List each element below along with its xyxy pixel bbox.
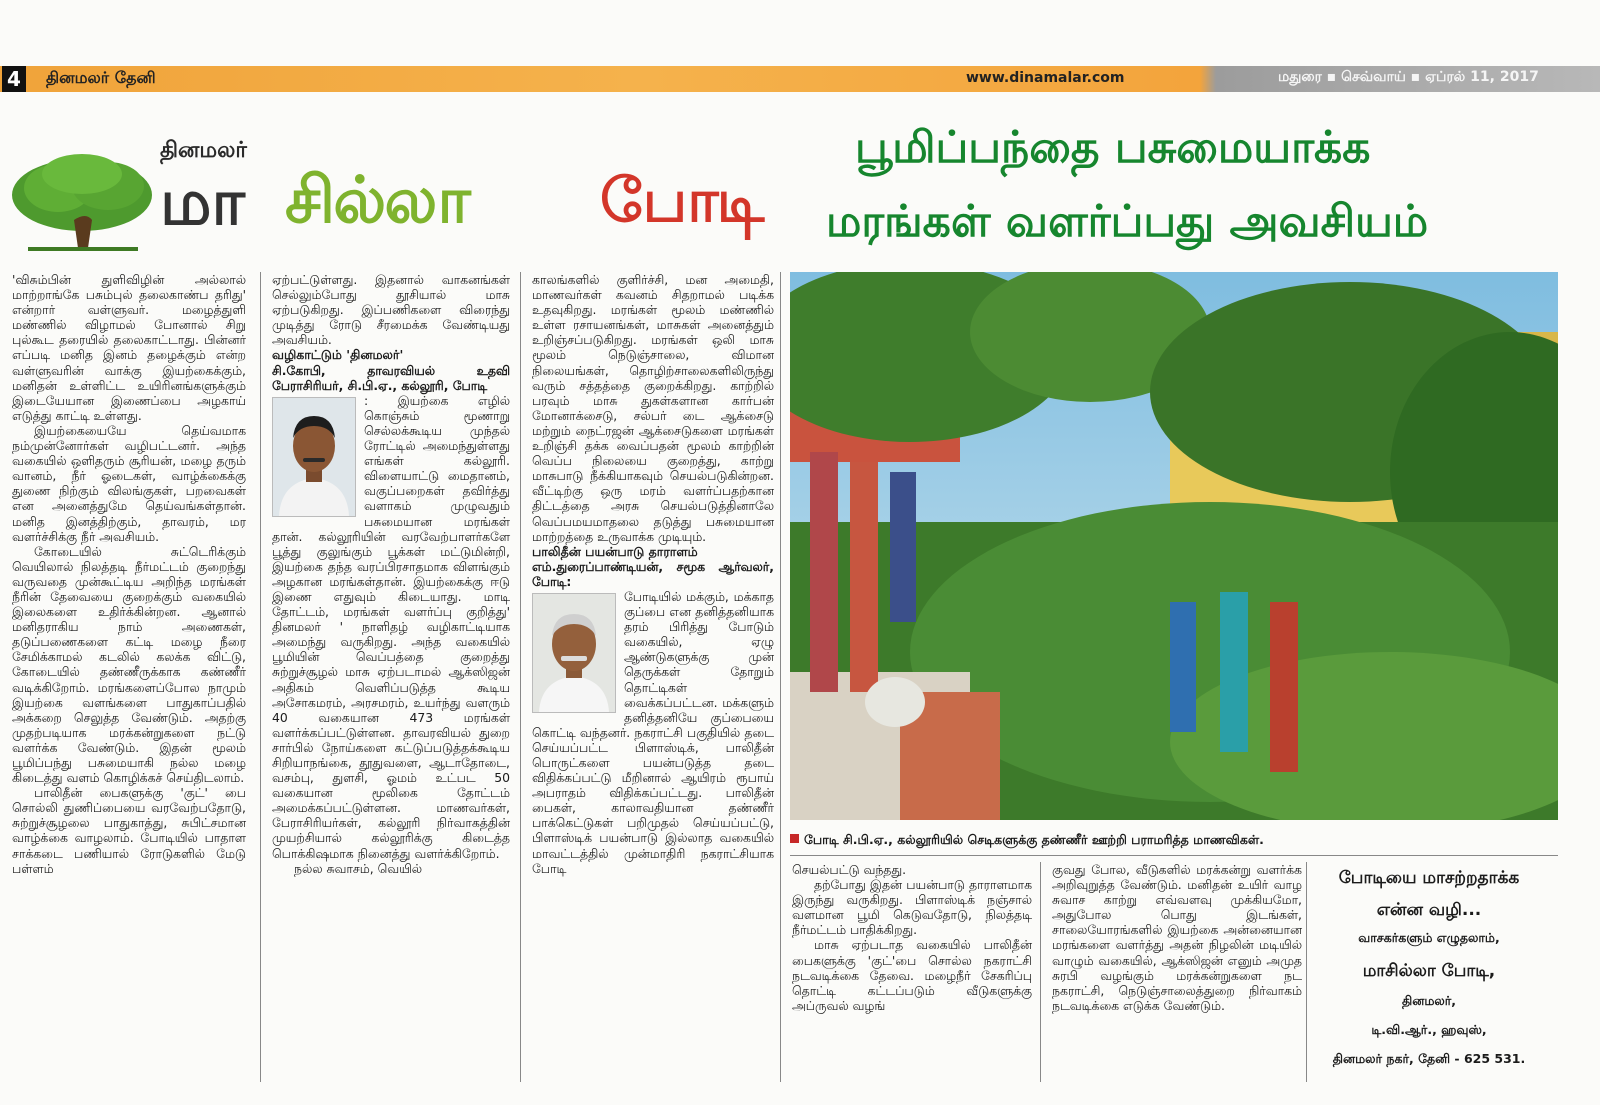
caption-marker	[790, 834, 799, 843]
column-rule	[1306, 862, 1307, 1082]
header-url: www.dinamalar.com	[966, 70, 1125, 86]
col2-subhead: வழிகாட்டும் 'தினமலர்'	[272, 347, 404, 363]
col3-byline: எம்.துரைப்பாண்டியன், சமூக ஆர்வலர், போடி:	[532, 558, 774, 589]
header-brand: தினமலர் தேனி	[46, 68, 156, 87]
col4-paragraph: செயல்பட்டு வந்தது.	[792, 862, 907, 877]
col3-subhead: பாலிதீன் பயன்பாடு தாராளம்	[532, 543, 698, 559]
col5-text: குவது போல, வீடுகளில் மரக்கன்று வளர்க்க அறிவுறுத்த வேண்டும். மனிதன் உயிர் வாழ சுவாச காற்று எவ்வளவு முக்கியமோ, அதுபோல பொது இடங்கள், சாலையோரங்களில் இயற்கை அன்னையான மரங்களை வளர்த்து அதன் நிழலின் மடியில் வாழும் வகையில், ஆக்ஸிஜன் எனும் அமுத சுரபி வழங்கும் மரக்கன்றுகளை நட நகராட்சி, நெடுஞ்சாலைத்துறை நிர்வாகம் நடவடிக்கை எடுக்க வேண்டும்.	[1052, 862, 1302, 1013]
headline-line1: பூமிப்பந்தை பசுமையாக்க	[855, 122, 1371, 173]
headline-line2: மரங்கள் வளர்ப்பது அவசியம்	[826, 196, 1429, 247]
column-rule	[260, 272, 261, 1082]
garden-photo	[790, 272, 1558, 820]
column-rule	[1040, 862, 1041, 1082]
box-line: வாசகர்களும் எழுதலாம்,	[1358, 930, 1500, 945]
col4-paragraph: தற்போது இதன் பயன்பாடு தாராளமாக இருந்து வருகிறது. பிளாஸ்டிக் நஞ்சால் வளமான பூமி கெடுவதோடு, நிலத்தடி நீர்மட்டம் பாதிக்கிறது.	[792, 877, 1032, 938]
masthead-title-part3: போடி	[600, 166, 763, 236]
masthead-title-part1: மா	[160, 166, 243, 240]
col1-paragraph: இயற்கையையே தெய்வமாக நம்முன்னோர்கள் வழிபட்டனர். அந்த வகையில் ஒளிதரும் சூரியன், மழை தரும் வானம், நீர் ஓடைகள், வாழ்க்கைக்கு துணை நிற்கும் விலங்குகள், பறவைகள் என அனைத்துமே தெய்வங்கள்தான். மனித இனத்திற்கும், தாவரம், மர வளர்ச்சிக்கு நீர் அவசியம்.	[12, 422, 246, 544]
column-rule	[780, 272, 781, 1082]
header-dateline: மதுரை ▪ செவ்வாய் ▪ ஏப்ரல் 11, 2017	[1278, 69, 1539, 85]
tree-logo-icon	[8, 150, 156, 254]
reader-submission-box	[1314, 866, 1544, 1068]
article-column-5	[1052, 862, 1302, 1013]
masthead-title-part2: சில்லா	[285, 164, 469, 238]
box-line: மாசில்லா போடி,	[1362, 961, 1496, 981]
col3-body: போடியில் மக்கும், மக்காத குப்பை என தனித்தனியாக தரம் பிரித்து போடும் வகையில், ஏழு ஆண்டுகளுக்கு முன் தெருக்கள் தோறும் தொட்டிகள் வைக்கப்பட்டன. மக்களும் தனித்தனியே குப்பையை கொட்டி வந்தனர். நகராட்சி பகுதியில் தடை செய்யப்பட்ட பிளாஸ்டிக், பாலிதீன் பொருட்களை பயன்படுத்த தடை விதிக்கப்பட்டு மீறினால் ஆயிரம் ரூபாய் அபராதம் விதிக்கப்பட்டது. பாலிதீன் பைகள், காலாவதியான தண்ணீர் பாக்கெட்டுகள் பறிமுதல் செய்யப்பட்டு, பிளாஸ்டிக் பயன்பாடு இல்லாத வகையில் மாவட்டத்தில் முன்மாதிரி நகராட்சியாக போடி	[532, 588, 774, 876]
article-column-1	[12, 272, 246, 876]
article-column-4	[792, 862, 1032, 1013]
column-rule	[520, 272, 521, 1082]
article-column-3	[532, 272, 774, 876]
col2-body: : இயற்கை எழில் கொஞ்சும் மூணாறு செல்லக்கூடிய முந்தல் ரோட்டில் அமைந்துள்ளது எங்கள் கல்லூரி. விளையாட்டு மைதானம், வகுப்பறைகள் தவிர்த்து வளாகம் முழுவதும் பசுமையான மரங்கள் தான். கல்லூரியின் வரவேற்பாளர்களே பூத்து குலுங்கும் பூக்கள் மட்டுமின்றி, இயற்கை தந்த வரப்பிரசாதமாக விளங்கும் அழகான மரங்கள்தான். இயற்கைக்கு ஈடு இணை எதுவும் கிடையாது. மாடி தோட்டம், மரங்கள் வளர்ப்பு குறித்து' தினமலர் ' நாளிதழ் வழிகாட்டியாக அமைந்து வருகிறது. அந்த வகையில் பூமியின் வெப்பத்தை குறைத்து சுற்றுச்சூழல் மாசு ஏற்படாமல் ஆக்ஸிஜன் அதிகம் வெளிப்படுத்த கூடிய அசோகமரம், அரசமரம், உயர்ந்து வளரும் 40 வகையான 473 மரங்கள் வளர்க்கப்பட்டுள்ளன. தாவரவியல் துறை சார்பில் நோய்களை கட்டுப்படுத்தக்கூடிய சிறியாநங்கை, தூதுவளை, ஆடாதோடை, வசம்பு, துளசி, ஓமம் உட்பட 50 வகையான மூலிகை தோட்டம் அமைக்கப்பட்டுள்ளன. மாணவர்கள், பேராசிரியர்கள், கல்லூரி நிர்வாகத்தின் முயற்சியால் கல்லூரிக்கு கிடைத்த பொக்கிஷமாக நினைத்து வளர்க்கிறோம்.	[272, 392, 510, 861]
col1-paragraph: 'விசும்பின் துளிவிழின் அல்லால் மாற்றாங்கே பசும்புல் தலைகாண்ப தரிது' என்றார் வள்ளுவர். மழைத்துளி மண்ணில் விழாமல் போனால் சிறு புல்கூட தரையில் தலைகாட்டாது. பின்னர் எப்படி மனித இனம் தழைக்கும் என்ற வள்ளுவரின் வாக்கு இயற்கைக்கும், மனிதன் உள்ளிட்ட உயிரினங்களுக்கும் இடையேயான இணைப்பை அழகாய் எடுத்து காட்டி உள்ளது.	[12, 272, 246, 423]
masthead-brand: தினமலர்	[160, 138, 247, 163]
col1-paragraph: பாலிதீன் பைகளுக்கு 'குட்' பை சொல்லி துணிப்பையை வரவேற்பதோடு, சுற்றுச்சூழலை பாதுகாத்து, சுபிட்சமான வாழ்க்கை வாழலாம். போடியில் பாதாள சாக்கடை பணியால் ரோடுகளில் மேடு பள்ளம்	[12, 785, 246, 876]
col2-tail: நல்ல சுவாசம், வெயில்	[294, 860, 423, 876]
box-line: என்ன வழி...	[1376, 900, 1482, 920]
article-column-2	[272, 272, 510, 876]
box-line: தினமலர் நகர், தேனி - 625 531.	[1332, 1051, 1526, 1066]
person-photo-icon	[273, 398, 355, 516]
box-line: டி.வி.ஆர்., ஹவுஸ்,	[1371, 1022, 1487, 1037]
portrait-duraipandian	[532, 593, 616, 713]
section-rule	[790, 855, 1558, 856]
photo-caption: போடி சி.பி.ஏ., கல்லூரியில் செடிகளுக்கு தண்ணீர் ஊற்றி பராமரித்த மாணவிகள்.	[804, 832, 1264, 847]
col4-paragraph: மாசு ஏற்படாத வகையில் பாலிதீன் பைகளுக்கு 'குட்'பை சொல்ல நகராட்சி நடவடிக்கை தேவை. மழைநீர் சேகரிப்பு தொட்டி கட்டப்படும் வீடுகளுக்கு அப்ருவல் வழங்	[792, 937, 1032, 1013]
col3-intro: காலங்களில் குளிர்ச்சி, மன அமைதி, மாணவர்கள் கவனம் சிதறாமல் படிக்க உதவுகிறது. மரங்கள் மூலம் மண்ணில் உள்ள ரசாயனங்கள், மாசுகள் அனைத்தும் உறிஞ்சப்படுகிறது. மரங்கள் ஒலி மாசு மூலம் நெடுஞ்சாலை, விமான நிலையங்கள், தொழிற்சாலைகளிலிருந்து வரும் சத்தத்தை குறைக்கிறது. காற்றில் பரவும் மாசு துகள்களான கார்பன் மோனாக்சைடு, சல்பர் டை ஆக்சைடு மற்றும் நைட்ரஜன் ஆக்சைடுகளை மரங்கள் உறிஞ்சி தக்க வைப்பதன் மூலம் காற்றின் வெப்ப நிலையை குறைத்து, காற்று மாசுபாடு நீக்கியாகவும் செயல்படுகின்றன. வீட்டிற்கு ஒரு மரம் வளர்ப்பதற்கான திட்டத்தை அரசு செயல்படுத்தினாலே வெப்பமயமாதலை தடுத்து பசுமையான மாற்றத்தை உருவாக்க முடியும்.	[532, 272, 774, 544]
portrait-gopi	[272, 397, 356, 517]
person-photo-icon	[533, 594, 615, 712]
box-line: போடியை மாசற்றதாக்க	[1338, 868, 1520, 888]
col2-intro: ஏற்பட்டுள்ளது. இதனால் வாகனங்கள் செல்லும்போது தூசியால் மாசு ஏற்படுகிறது. இப்பணிகளை விரைந்து முடித்து ரோடு சீரமைக்க வேண்டியது அவசியம்.	[272, 272, 510, 348]
box-line: தினமலர்,	[1401, 993, 1457, 1008]
col1-paragraph: கோடையில் சுட்டெரிக்கும் வெயிலால் நிலத்தடி நீர்மட்டம் குறைந்து வருவதை முன்கூட்டிய அறிந்த மரங்கள் நீரின் தேவையை குறைக்கும் வகையில் இலைகளை உதிர்க்கின்றன. ஆனால் மனிதராகிய நாம் அணைகள், தடுப்பணைகளை கட்டி மழை நீரை சேமிக்காமல் கடலில் கலக்க விட்டு, கோடையில் தண்ணீருக்காக கண்ணீர் வடிக்கிறோம். மரங்களைப்போல நாமும் இயற்கை வளங்களை பாதுகாப்பதில் அக்கறை செலுத்த வேண்டும். அதற்கு முதற்படியாக மரக்கன்றுகளை நட்டு வளர்க்க வேண்டும். இதன் மூலம் பூமிப்பந்து பசுமையாகி நல்ல மழை கிடைத்து வளம் கொழிக்கச் செய்திடலாம்.	[12, 543, 246, 786]
col2-byline: சி.கோபி, தாவரவியல் உதவி பேராசிரியர், சி.பி.ஏ., கல்லூரி, போடி	[272, 362, 510, 393]
page-number: 4	[2, 66, 26, 92]
